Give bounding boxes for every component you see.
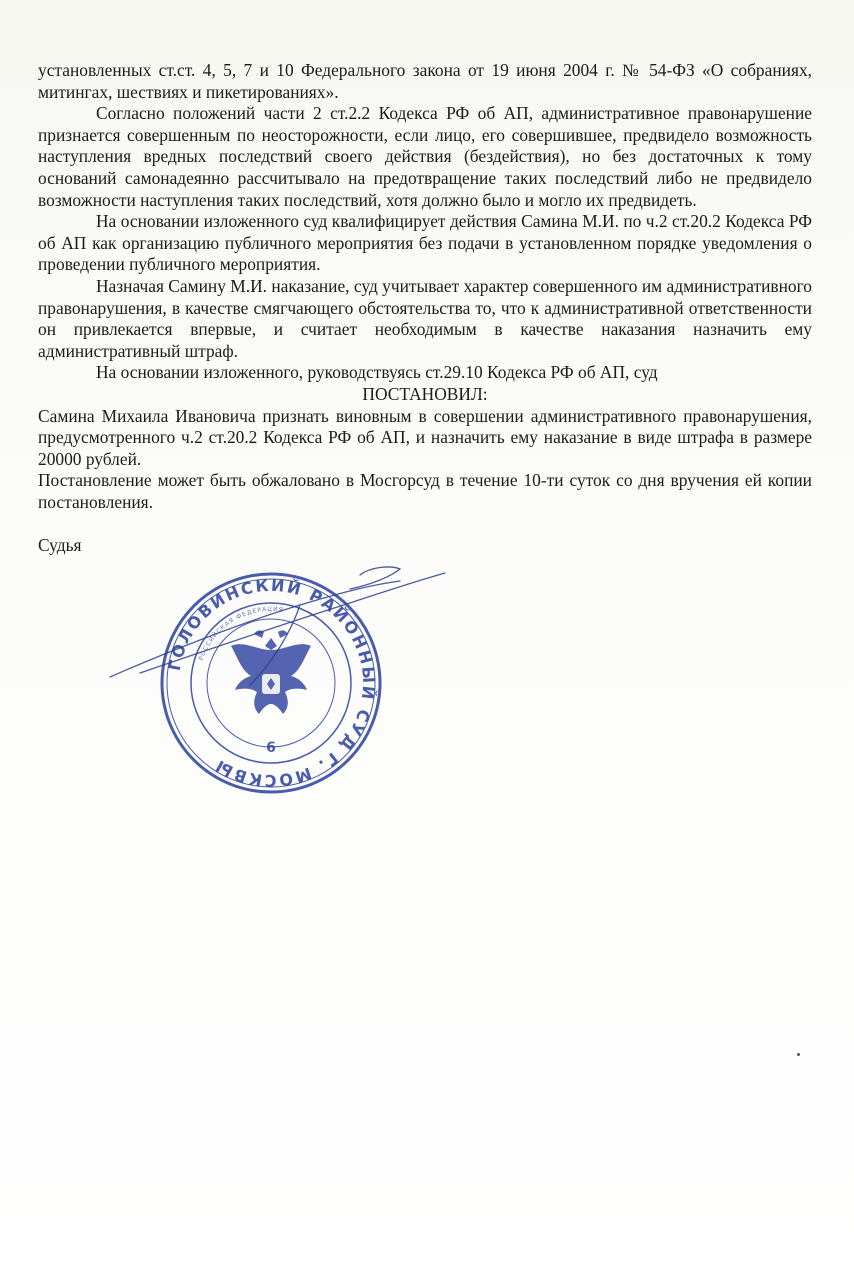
judge-label: Судья: [38, 535, 82, 556]
seal-number: 6: [266, 740, 276, 756]
paragraph-law-reference: установленных ст.ст. 4, 5, 7 и 10 Федерального закона от 19 июня 2004 г. № 54-ФЗ «О собраниях, митингах, шествиях и пикетированиях».: [38, 60, 812, 102]
paragraph-negligence: Согласно положений части 2 ст.2.2 Кодекса РФ об АП, административное правонарушение признается совершенным по неосторожности, если лицо, его совершившее, предвидело возможность наступления вредных последствий своего действия (бездействия), но без достаточных к тому оснований самонадеянно рассчитывало на предотвращение таких последствий либо не предвидело возможности наступления таких последствий, хотя должно было и могло их предвидеть.: [38, 103, 812, 210]
paragraph-grounds: На основании изложенного, руководствуясь ст.29.10 Кодекса РФ об АП, суд: [96, 362, 658, 383]
ruling-heading: ПОСТАНОВИЛ:: [362, 383, 488, 404]
paragraph-appeal: Постановление может быть обжаловано в Мосгорсуд в течение 10-ти суток со дня вручения ей копии постановления.: [38, 470, 812, 512]
seal-inner-text: РОССИЙСКАЯ ФЕДЕРАЦИЯ: [197, 605, 285, 662]
page-mark: [797, 1053, 800, 1056]
seal-outer-text: ГОЛОВИНСКИЙ РАЙОННЫЙ СУД Г. МОСКВЫ: [164, 575, 379, 791]
document-body: [38, 60, 812, 557]
paragraph-sentencing: Назначая Самину М.И. наказание, суд учитывает характер совершенного им административного правонарушения, в качестве смягчающего обстоятельства то, что к административной ответственности он привлекается впервые, и считает необходимым в качестве наказания назначить ему административный штраф.: [38, 275, 813, 361]
paragraph-ruling: Самина Михаила Ивановича признать виновным в совершении административного правонарушения, предусмотренного ч.2 ст.20.2 Кодекса РФ об АП, и назначить ему наказание в виде штрафа в размере 20000 рублей.: [38, 405, 812, 469]
judge-signature: [100, 545, 460, 705]
paragraph-qualification: На основании изложенного суд квалифицирует действия Самина М.И. по ч.2 ст.20.2 Кодекса РФ об АП как организацию публичного мероприятия без подачи в установленном порядке уведомления о проведении публичного мероприятия.: [38, 211, 812, 275]
